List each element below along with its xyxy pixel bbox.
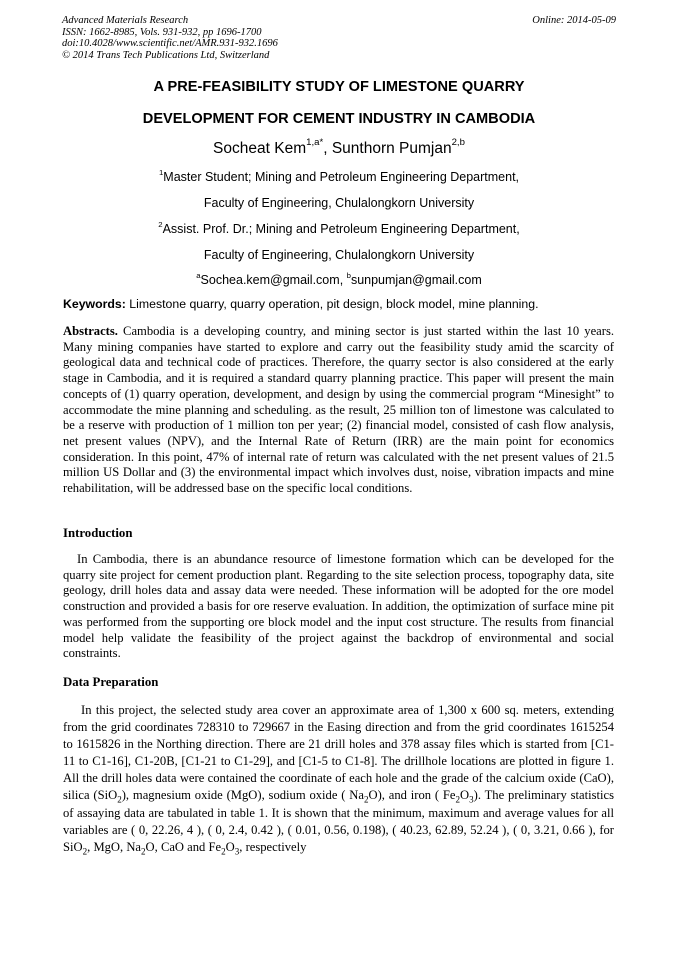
data-text-4: O: [460, 788, 470, 803]
subscript-2: 2: [221, 846, 226, 857]
affiliation-1-line-2: Faculty of Engineering, Chulalongkorn University: [203, 196, 475, 210]
subscript-2: 2: [82, 846, 88, 857]
data-text-1: In this project, the selected study area cover an approximate area of 1,300 x 600 sq. meters, extending from the grid coordinates 728310 to 729667 in the Easing direction and from the grid coordinates 1615254 to 1615826 in the Northing direction. There are 21 drill holes and 378 assay files which is started from [C1-11 to C1-16], C1-20B, [C1-21 to C1-29], and [C1-5 to C1-8]. The drillhole locations are plotted in figure 1. All the drill holes data were contained the coordinate of each hole and the grade of the calcium oxide (CaO), silica (SiO: [63, 703, 614, 803]
subscript-2: 2: [117, 794, 122, 805]
affiliation-2-line-2: Faculty of Engineering, Chulalongkorn University: [203, 248, 475, 262]
author-2-name: Sunthorn Pumjan: [331, 140, 452, 157]
email-b-mark: b: [346, 270, 351, 280]
online-date: Online: 2014-05-09: [532, 15, 616, 26]
subscript-3: 3: [469, 794, 474, 805]
author-line: [40, 137, 638, 158]
abstract-text: Cambodia is a developing country, and mining sector is just started within the last 10 years. Many mining companies have started to explore and carry out the feasibility study amid the scarcity of geological data and technical code of practices. Therefore, the quarry sector is also considered at the early stage in Cambodia, and it is required a standard quarry planning practice. This paper will present the main concepts of (1) quarry operation, development, and design by using the commercial program “Minesight” to accommodate the mine planning and scheduling. as the result, 25 million ton of limestone was calculated to be a reserve with production of 1 million ton per year; (2) financial model, consisted of cash flow analysis, net present values (NPV), and the Internal Rate of Return (IRR) are the main point for economics consideration. In this point, 47% of internal rate of return was calculated with the net present values of 21.5 million US Dollar and (3) the environmental impact which involves dust, noise, vibration impacts and mine rehabilitation, will be addressed base on the specific local conditions.: [63, 324, 614, 496]
introduction-heading: Introduction: [63, 526, 133, 540]
abstract-paragraph: [63, 324, 614, 497]
copyright-line: © 2014 Trans Tech Publications Ltd, Switzerland: [62, 49, 270, 61]
email-line: [40, 270, 638, 287]
data-text-5: ). The preliminary statistics of assaying data are tabulated in table 1. It is shown that the minimum, maximum and average values for all variables are ( 0, 22.26, 4 ), ( 0, 2.4, 0.42 ), ( 0.01, 0.56, 0.198), ( 40.23, 62.89, 52.24 ), ( 0, 3.21, 0.66 ), for SiO: [63, 788, 614, 854]
data-text-6: , MgO, Na: [87, 839, 142, 854]
subscript-2: 2: [141, 846, 146, 857]
author-1-affiliation-mark: 1,a*: [306, 137, 324, 149]
affiliation-1-mark: 1: [158, 167, 164, 177]
data-text-3: O), and iron ( Fe: [368, 788, 456, 803]
data-preparation-paragraph: [63, 702, 614, 856]
email-separator: ,: [339, 273, 347, 287]
affiliation-2-text: Assist. Prof. Dr.; Mining and Petroleum Engineering Department,: [162, 222, 520, 236]
subscript-3: 3: [234, 846, 240, 857]
data-preparation-heading: Data Preparation: [63, 675, 159, 689]
affiliation-2-mark: 2: [158, 219, 163, 229]
author-separator: ,: [323, 140, 332, 157]
data-text-8: O: [225, 839, 235, 854]
email-b[interactable]: sunpumjan@gmail.com: [350, 273, 482, 287]
keywords-label: Keywords:: [63, 297, 126, 311]
journal-header: [62, 15, 278, 61]
data-text-2: ), magnesium oxide (MgO), sodium oxide ( Na: [121, 788, 364, 803]
data-text-9: , respectively: [239, 839, 307, 854]
affiliation-1-text: Master Student; Mining and Petroleum Engineering Department,: [163, 170, 520, 184]
author-2-affiliation-mark: 2,b: [451, 137, 465, 149]
author-1-name: Socheat Kem: [213, 140, 307, 157]
email-a[interactable]: Sochea.kem@gmail.com: [200, 273, 340, 287]
subscript-2: 2: [363, 794, 369, 805]
keywords-text: Limestone quarry, quarry operation, pit design, block model, mine planning.: [125, 297, 539, 311]
keywords: [63, 297, 623, 311]
affiliation-2-line-1: [40, 219, 638, 236]
abstract-label: Abstracts.: [63, 324, 118, 338]
email-a-mark: a: [196, 270, 201, 280]
doi-line[interactable]: doi:10.4028/www.scientific.net/AMR.931-932.1696: [62, 38, 278, 50]
data-text-7: O, CaO and Fe: [145, 839, 222, 854]
issn-line: ISSN: 1662-8985, Vols. 931-932, pp 1696-1700: [62, 26, 262, 38]
affiliation-1-line-1: [40, 167, 638, 184]
subscript-2: 2: [455, 794, 461, 805]
paper-title-line-2: DEVELOPMENT FOR CEMENT INDUSTRY IN CAMBODIA: [142, 111, 536, 127]
paper-title-line-1: A PRE-FEASIBILITY STUDY OF LIMESTONE QUARRY: [153, 79, 525, 95]
introduction-paragraph: In Cambodia, there is an abundance resource of limestone formation which can be developed for the quarry site project for cement production plant. Regarding to the site selection process, topography data, site geology, drill holes data and assay data were needed. These information will be adopted for the ore model construction and provided a basis for ore reserve evaluation. In addition, the optimization of surface mine pit was performed from the supporting ore block model and the input cost structure. The results from financial model help validate the feasibility of the project against the backdrop of environmental and social constraints.: [63, 552, 614, 661]
journal-name: Advanced Materials Research: [62, 15, 189, 26]
